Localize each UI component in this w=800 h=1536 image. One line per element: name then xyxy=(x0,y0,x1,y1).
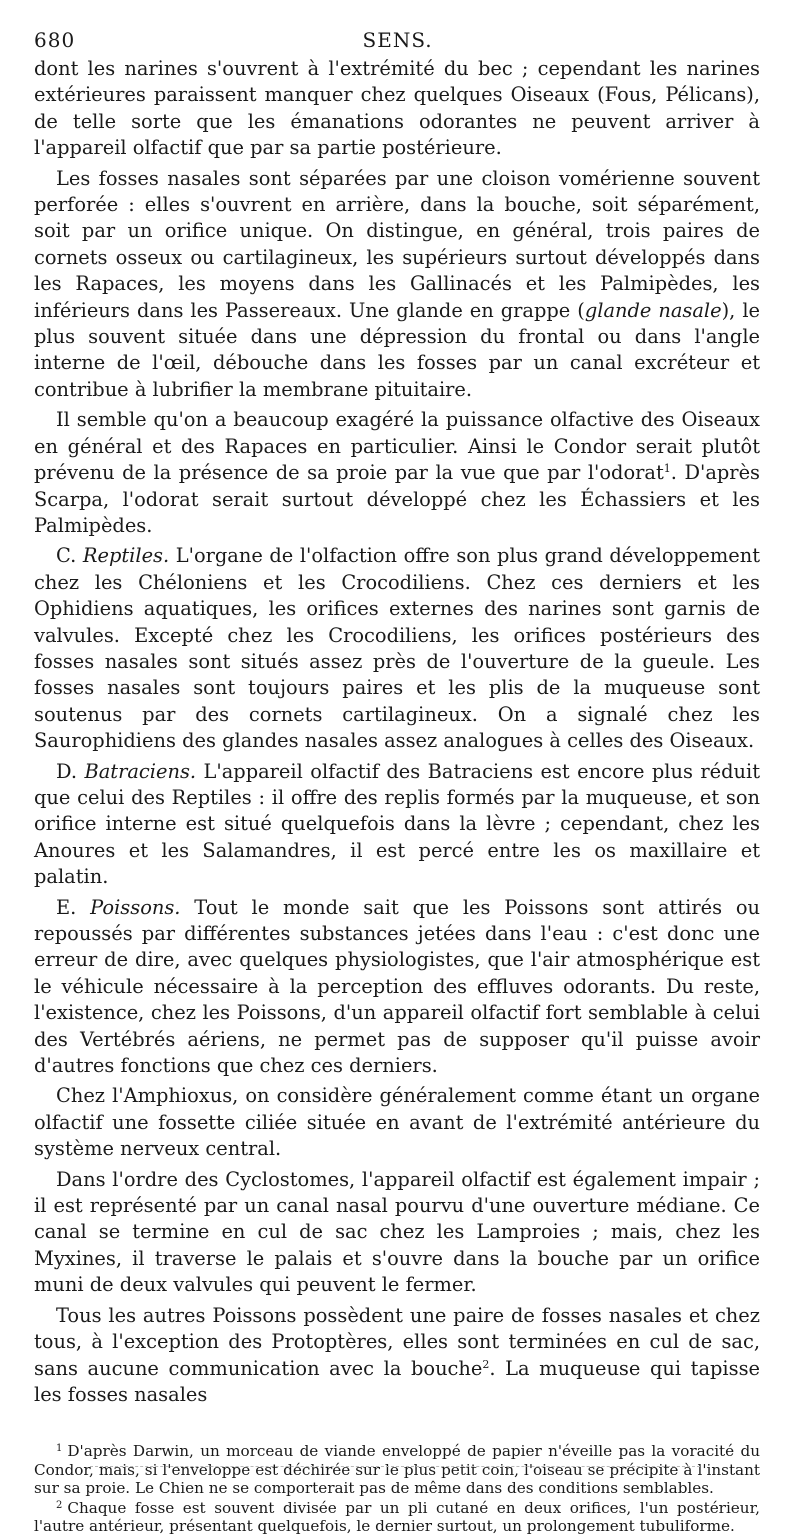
page xyxy=(34,28,760,1536)
term-glande-nasale: glande nasale xyxy=(584,298,722,322)
running-title: SENS. xyxy=(362,28,433,52)
paragraph-nasal-fossae: Les fosses nasales sont séparées par une cloison vomérienne souvent perforée : elles s'ouvrent en arrière, dans la bouche, soit séparément, soit par un orifice unique. On distingue, en général, trois paires de cornets osseux ou cartilagineux, les supérieurs surtout développés dans les Rapaces, les moyens dans les Gallinacés et les Palmipèdes, les inférieurs dans les Passereaux. Une glande en grappe (glande nasale), le plus souvent située dans une dépression du frontal ou dans l'angle interne de l'œil, débouche dans les fosses par un canal excréteur et contribue à lubrifier la membrane pituitaire. xyxy=(34,166,760,401)
paragraph-olfactory-power: Il semble qu'on a beaucoup exagéré la puissance olfactive des Oiseaux en général et des Rapaces en particulier. Ainsi le Condor serait plutôt prévenu de la présence de sa proie par la vue que par l'odorat$^1$. D'après Scarpa, l'odorat serait surtout développé chez les Échassiers et les Palmipèdes. xyxy=(34,408,760,537)
footnote-mark: 2 xyxy=(56,1499,63,1511)
body-text xyxy=(34,56,760,1408)
heading-reptiles: Reptiles. xyxy=(82,544,170,568)
footnote-2 xyxy=(34,1499,760,1536)
heading-batraciens: Batraciens. xyxy=(84,759,197,783)
paragraph-amphioxus: Chez l'Amphioxus, on considère généralement comme étant un organe olfactif une fossette ciliée située en avant de l'extrémité antérieure du système nerveux central. xyxy=(34,1084,760,1161)
bottom-dashed-rule xyxy=(90,1466,700,1467)
footnotes xyxy=(34,1442,760,1535)
running-header xyxy=(34,28,760,52)
paragraph-cyclostomes: Dans l'ordre des Cyclostomes, l'appareil olfactif est également impair ; il est représenté par un canal nasal pourvu d'une ouverture médiane. Ce canal se termine en cul de sac chez les Lamproies ; mais, chez les Myxines, il traverse le palais et s'ouvre dans la bouche par un orifice muni de deux valvules qui peuvent le fermer. xyxy=(34,1167,760,1297)
page-number: 680 xyxy=(34,28,76,52)
footnote-ref-1[interactable]: 1 xyxy=(663,462,671,476)
section-poissons: E. Poissons. Tout le monde sait que les Poissons sont attirés ou repoussés par différentes substances jetées dans l'eau : c'est donc une erreur de dire, avec quelques physiologistes, que l'air atmosphérique est le véhicule nécessaire à la perception des effluves odorants. Du reste, l'existence, chez les Poissons, d'un appareil olfactif fort semblable à celui des Vertébrés aériens, ne permet pas de supposer qu'il puisse avoir d'autres fonctions que chez ces derniers. xyxy=(34,895,761,1078)
paragraph-other-fishes: Tous les autres Poissons possèdent une paire de fosses nasales et chez tous, à l'exception des Protoptères, elles sont terminées en cul de sac, sans aucune communication avec la bouche$^2$. La muqueuse qui tapisse les fosses nasales xyxy=(34,1303,760,1406)
footnote-1 xyxy=(34,1442,760,1497)
footnote-text: Chaque fosse est souvent divisée par un pli cutané en deux orifices, l'un postérieur, l'autre antérieur, présentant quelquefois, le dernier surtout, un prolongement tubuliforme. xyxy=(34,1498,760,1535)
section-batraciens: D. Batraciens. L'appareil olfactif des Batraciens est encore plus réduit que celui des Reptiles : il offre des replis formés par la muqueuse, et son orifice interne est situé quelquefois dans la lèvre ; cependant, chez les Anoures et les Salamandres, il est percé entre les os maxillaire et palatin. xyxy=(34,759,761,889)
footnote-text: D'après Darwin, un morceau de viande enveloppé de papier n'éveille pas la voracité du Condor, mais, si l'enveloppe est déchirée sur le plus petit coin, l'oiseau se précipite à l'instant sur sa proie. Le Chien ne se comporterait pas de même dans des conditions semblables. xyxy=(34,1442,760,1498)
paragraph-birds-nostrils: dont les narines s'ouvrent à l'extrémité du bec ; cependant les narines extérieures paraissent manquer chez quelques Oiseaux (Fous, Pélicans), de telle sorte que les émanations odorantes ne peuvent arriver à l'appareil olfactif que par sa partie postérieure. xyxy=(34,57,760,160)
footnote-mark: 1 xyxy=(56,1443,63,1455)
heading-poissons: Poissons. xyxy=(90,895,181,919)
footnote-ref-2[interactable]: 2 xyxy=(482,1357,490,1371)
section-reptiles: C. Reptiles. L'organe de l'olfaction offre son plus grand développement chez les Chéloniens et les Crocodiliens. Chez ces derniers et les Ophidiens aquatiques, les orifices externes des narines sont garnis de valvules. Excepté chez les Crocodiliens, les orifices postérieurs des fosses nasales sont situés assez près de l'ouverture de la gueule. Les fosses nasales sont toujours paires et les plis de la muqueuse sont soutenus par des cornets cartilagineux. On a signalé chez les Saurophidiens des glandes nasales assez analogues à celles des Oiseaux. xyxy=(34,544,760,753)
